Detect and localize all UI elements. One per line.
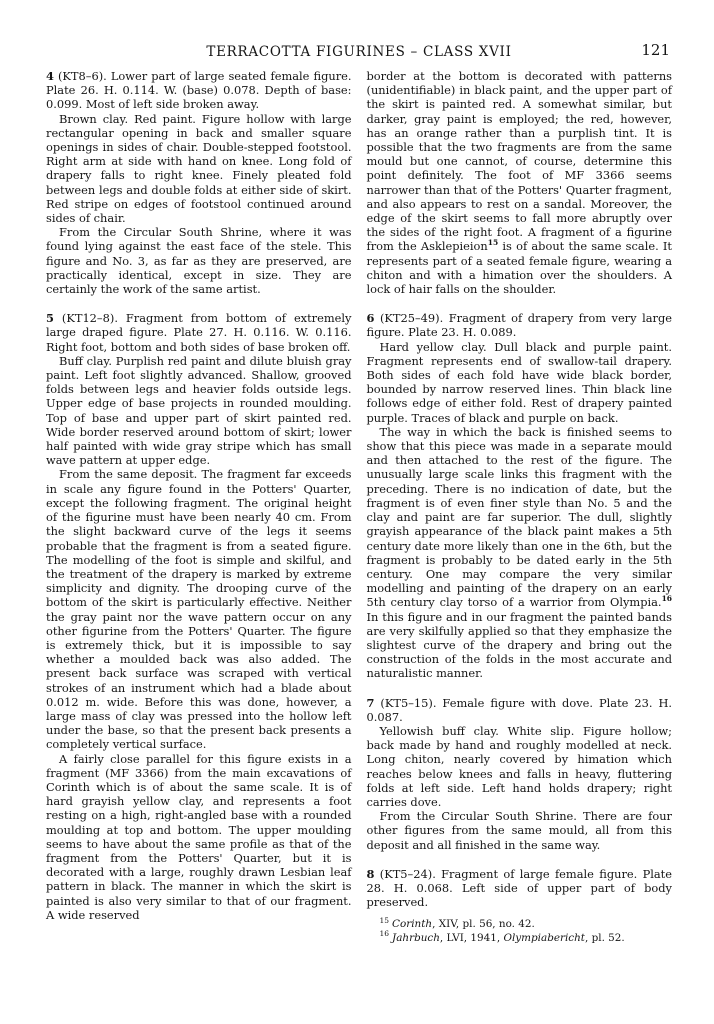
footnote-15-source: Corinth (392, 918, 433, 931)
catalog-entry-7 (367, 696, 673, 852)
footnote-16-text-2: , pl. 52. (584, 931, 625, 944)
footnote-15 (367, 915, 673, 931)
entry-7-heading (367, 696, 673, 724)
catalog-entry-5 (46, 311, 352, 922)
entry-4-number: 4 (46, 69, 54, 83)
left-column (46, 69, 352, 945)
entry-6-heading-text: (KT25–49). Fragment of drapery from very large figure. Plate 23. H. 0.089. (366, 311, 672, 340)
entry-4-heading-text: (KT8–6). Lower part of large seated female figure. Plate 26. H. 0.114. W. (base) 0.078. Depth of base: 0.099. Most of left side broken away. (46, 69, 352, 112)
footnote-15-marker: 15 (379, 915, 390, 925)
footnote-ref-16: 16 (661, 594, 672, 604)
catalog-entry-8 (367, 867, 673, 910)
entry-4-heading (46, 69, 352, 112)
footnote-15-text: , XIV, pl. 56, no. 42. (432, 918, 535, 931)
entry-6-heading (367, 311, 673, 339)
continuation-text: border at the bottom is decorated with patterns (unidentifiable) in black paint, and the upper part of the skirt is painted red. A somewhat similar, but darker, gray paint is employed; the red, however, has an orange rather than a purplish tint. It is possible that the two fragments are from the same mould but one cannot, of course, determine this point definitely. The foot of MF 3366 seems narrower than that of the Potters' Quarter fragment, and also appears to rest on a sandal. Moreover, the edge of the skirt seems to fall more abruptly over the sides of the right foot. A fragment of a figurine from the Asklepieion (366, 69, 672, 254)
entry-6-discussion-text-after: In this figure and in our fragment the painted bands are very skilfully applied so that they emphasize the slightest curve of the drapery and bring out the construction of the folds in the most accurate and naturalistic manner. (366, 609, 672, 681)
right-column (367, 69, 673, 945)
footnote-16-source-2: Olympiabericht (503, 931, 585, 944)
entry-4-provenance: From the Circular South Shrine, where it was found lying against the east face of the stele. This figure and No. 3, as far as they are preserved, are practically identical, except in size. They are certainly the work of the same artist. (46, 225, 352, 297)
entry-7-description: Yellowish buff clay. White slip. Figure hollow; back made by hand and roughly modelled at neck. Long chiton, nearly covered by himation which reaches below knees and falls in heavy, fluttering folds at left side. Left hand holds drapery; right carries dove. (366, 723, 672, 809)
entry-8-heading (367, 867, 673, 910)
page-header (46, 41, 672, 59)
page-number: 121 (641, 41, 670, 59)
footnote-16-source: Jahrbuch (392, 931, 440, 944)
footnote-16-text: , LVI, 1941, (439, 931, 504, 944)
entry-8-heading-text: (KT5–24). Fragment of large female figure. Plate 28. H. 0.068. Left side of upper part of body preserved. (366, 866, 672, 910)
entry-5-description: Buff clay. Purplish red paint and dilute bluish gray paint. Left foot slightly advanced. Shallow, grooved folds between legs and heavier folds outside legs. Upper edge of base projects in rounded moulding. Top of base and upper part of skirt painted red. Wide border reserved around bottom of skirt; lower half painted with wide gray stripe which has small wave pattern at upper edge. (46, 353, 352, 468)
footnote-16 (367, 929, 673, 945)
text-columns (46, 69, 672, 945)
footnotes (367, 915, 673, 945)
footnote-ref-15: 15 (487, 238, 499, 248)
continuation-text-after: is of about the same scale. It represents part of a seated female figure, wearing a chiton and with a himation over the shoulders. A lock of hair falls on the shoulder. (366, 239, 672, 297)
entry-6-discussion (367, 425, 673, 681)
running-head: TERRACOTTA FIGURINES – CLASS XVII (206, 44, 512, 60)
catalog-entry-6 (367, 311, 673, 680)
entry-8-number: 8 (366, 866, 375, 881)
entry-5-heading-text: (KT12–8). Fragment from bottom of extremely large draped figure. Plate 27. H. 0.116. W. 0.116. Right foot, bottom and both sides of base broken off. (46, 311, 352, 354)
entry-5-number: 5 (46, 311, 54, 326)
entry-5-continuation (367, 69, 673, 296)
entry-6-number: 6 (366, 311, 375, 326)
entry-5-discussion: From the same deposit. The fragment far exceeds in scale any figure found in the Potters' Quarter, except the following fragment. The original height of the figurine must have been nearly 40 cm. From the slight backward curve of the legs it seems probable that the fragment is from a seated figure. The modelling of the foot is simple and skilful, and the treatment of the drapery is marked by extreme simplicity and dignity. The drooping curve of the bottom of the skirt is particularly effective. Neither the gray paint nor the wave pattern occur on any other figurine from the Potters' Quarter. The figure is extremely thick, but it is impossible to say whether a moulded back was also added. The present back surface was scraped with vertical strokes of an instrument which had a blade about 0.012 m. wide. Before this was done, however, a large mass of clay was pressed into the hollow left under the base, so that the present back presents a completely vertical surface. (46, 467, 352, 752)
entry-4-description: Brown clay. Red paint. Figure hollow with large rectangular opening in back and smaller square openings in sides of chair. Double-stepped footstool. Right arm at side with hand on knee. Long fold of drapery falls to right knee. Finely pleated fold between legs and double folds at either side of skirt. Red stripe on edges of footstool continued around sides of chair. (46, 111, 352, 226)
entry-7-number: 7 (366, 695, 375, 710)
footnote-16-marker: 16 (379, 929, 390, 939)
entry-7-provenance: From the Circular South Shrine. There are four other figures from the same mould, all from this deposit and all finished in the same way. (366, 809, 672, 852)
entry-6-description: Hard yellow clay. Dull black and purple paint. Fragment represents end of swallow-tail drapery. Both sides of each fold have wide black border, bounded by narrow reserved lines. Thin black line follows edge of either fold. Rest of drapery painted purple. Traces of black and purple on back. (366, 339, 672, 425)
entry-5-heading (46, 311, 352, 354)
catalog-entry-4 (46, 69, 352, 296)
entry-6-discussion-text: The way in which the back is finished seems to show that this piece was made in a separate mould and then attached to the rest of the figure. The unusually large scale links this fragment with the preceding. There is no indication of date, but the fragment is of even finer style than No. 5 and the clay and paint are far superior. The dull, slightly grayish appearance of the black paint makes a 5th century date more likely than one in the 6th, but the fragment is probably to be dated early in the 5th century. One may compare the very similar modelling and painting of the drapery on an early 5th century clay torso of a warrior from Olympia. (366, 424, 672, 610)
entry-7-heading-text: (KT5–15). Female figure with dove. Plate 23. H. 0.087. (366, 695, 672, 724)
entry-5-parallel: A fairly close parallel for this figure exists in a fragment (MF 3366) from the main excavations of Corinth which is of about the same scale. It is of hard grayish yellow clay, and represents a foot resting on a high, right-angled base with a rounded moulding at top and bottom. The upper moulding seems to have about the same profile as that of the fragment from the Potters' Quarter, but it is decorated with a large, roughly drawn Lesbian leaf pattern in black. The manner in which the skirt is painted is also very similar to that of our fragment. A wide reserved (46, 751, 352, 922)
